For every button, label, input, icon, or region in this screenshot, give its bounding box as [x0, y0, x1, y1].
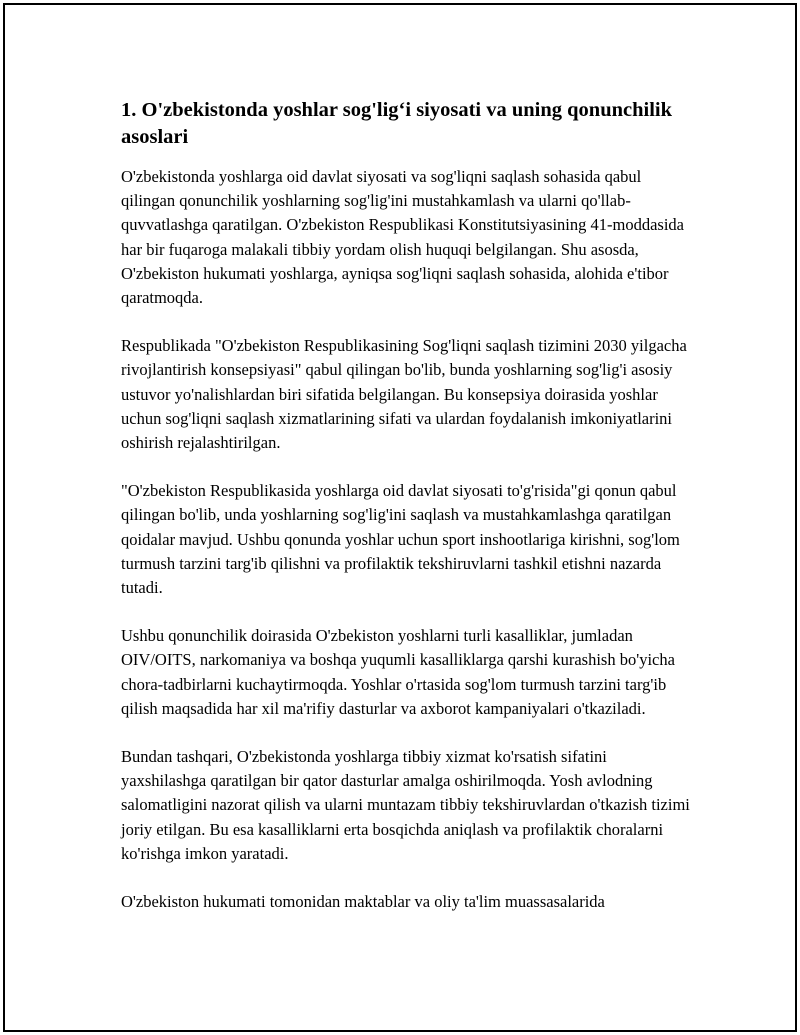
paragraph-3: "O'zbekiston Respublikasida yoshlarga oid davlat siyosati to'g'risida"gi qonun qabul qilingan bo'lib, unda yoshlarning sog'lig'ini saqlash va mustahkamlashga qaratilgan qoidalar mavjud. Ushbu qonunda yoshlar uchun sport inshootlariga kirishni, sog'lom turmush tarzini targ'ib qilishni va profilaktik tekshiruvlarni tashkil etishni nazarda tutadi.	[121, 481, 680, 598]
paragraph-4: Ushbu qonunchilik doirasida O'zbekiston yoshlarni turli kasalliklar, jumladan OIV/OITS, narkomaniya va boshqa yuqumli kasalliklarga qarshi kurashish bo'yicha chora-tadbirlarni kuchaytirmoqda. Yoshlar o'rtasida sog'lom turmush tarzini targ'ib qilish maqsadida har xil ma'rifiy dasturlar va axborot kampaniyalari o'tkaziladi.	[121, 626, 675, 718]
paragraph-6: O'zbekiston hukumati tomonidan maktablar va oliy ta'lim muassasalarida	[121, 892, 605, 912]
page-frame	[3, 3, 797, 1032]
paragraph-1: O'zbekistonda yoshlarga oid davlat siyosati va sog'liqni saqlash sohasida qabul qilingan qonunchilik yoshlarning sog'lig'ini mustahkamlash va ularni qo'llab-quvvatlashga qaratilgan. O'zbekiston Respublikasi Konstitutsiyasining 41-moddasida har bir fuqaroga malakali tibbiy yordam olish huquqi belgilangan. Shu asosda, O'zbekiston hukumati yoshlarga, ayniqsa sog'liqni saqlash sohasida, alohida e'tibor qaratmoqda.	[121, 167, 684, 308]
section-heading: 1. O'zbekistonda yoshlar sog'lig‘i siyosati va uning qonunchilik asoslari	[121, 99, 672, 148]
paragraph-5: Bundan tashqari, O'zbekistonda yoshlarga tibbiy xizmat ko'rsatish sifatini yaxshilashga qaratilgan bir qator dasturlar amalga oshirilmoqda. Yosh avlodning salomatligini nazorat qilish va ularni muntazam tibbiy tekshiruvlardan o'tkazish tizimi joriy etilgan. Bu esa kasalliklarni erta bosqichda aniqlash va profilaktik choralarni ko'rishga imkon yaratadi.	[121, 747, 690, 863]
document-body	[121, 97, 691, 938]
paragraph-2: Respublikada "O'zbekiston Respublikasining Sog'liqni saqlash tizimini 2030 yilgacha rivojlantirish konsepsiyasi" qabul qilingan bo'lib, bunda yoshlarning sog'lig'i asosiy ustuvor yo'nalishlardan biri sifatida belgilangan. Bu konsepsiya doirasida yoshlar uchun sog'liqni saqlash xizmatlarining sifati va ulardan foydalanish imkoniyatlarini oshirish rejalashtirilgan.	[121, 336, 687, 453]
